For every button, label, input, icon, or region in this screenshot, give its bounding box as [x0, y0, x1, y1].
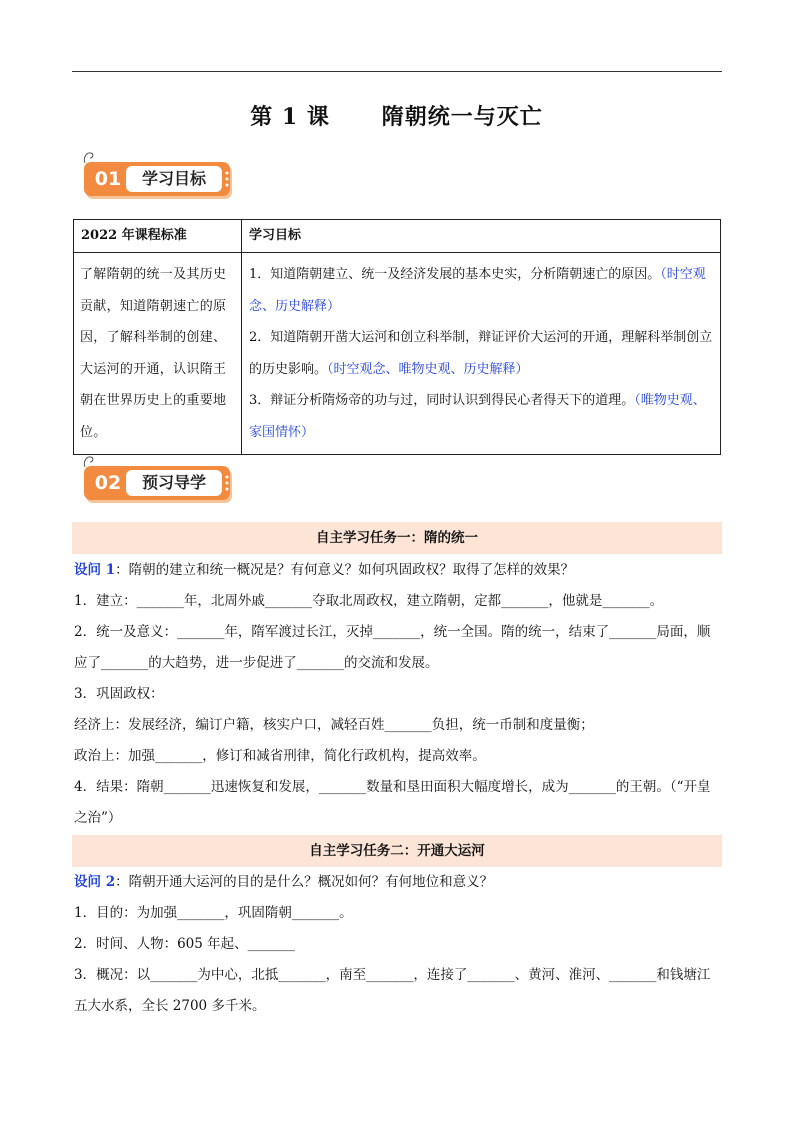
table-row — [74, 253, 721, 455]
goal-tag: （时空观念、历史解释） — [249, 267, 706, 314]
badge-label: 预习导学 — [126, 470, 222, 496]
question-text: ：隋朝的建立和统一概况是？有何意义？如何巩固政权？取得了怎样的效果？ — [115, 562, 575, 578]
goal-item — [249, 385, 713, 448]
task1-line: 经济上：发展经济，编订户籍，核实户口，减轻百姓_______负担，统一币制和度量衡； — [74, 717, 594, 733]
header-rule — [72, 71, 722, 72]
task1-line: 政治上：加强_______，修订和减省刑律，简化行政机构，提高效率。 — [74, 748, 486, 764]
task2-header: 自主学习任务二：开通大运河 — [72, 835, 722, 867]
question-2 — [74, 867, 722, 898]
goal-tag: （唯物史观、家国情怀） — [249, 393, 706, 440]
table-header-row — [74, 220, 721, 253]
goal-tag: （时空观念、唯物史观、历史解释） — [327, 361, 529, 377]
standard-cell: 了解隋朝的统一及其历史贡献，知道隋朝速亡的原因，了解科举制的创建、大运河的开通，认识隋王朝在世界历史上的重要地位。 — [74, 253, 242, 455]
goal-text: 3．辩证分析隋炀帝的功与过，同时认识到得民心者得天下的道理。 — [249, 393, 635, 408]
task1-line: 2．统一及意义：_______年，隋军渡过长江，灭掉_______，统一全国。隋的统一，结束了_______局面，顺应了_______的大趋势，进一步促进了_______的交流和发展。 — [74, 624, 711, 671]
task1-header: 自主学习任务一：隋的统一 — [72, 522, 722, 554]
goal-text: 1．知道隋朝建立、统一及经济发展的基本史实，分析隋朝速亡的原因。 — [249, 267, 661, 282]
question-label: 设问 1 — [74, 562, 116, 578]
dots-icon — [224, 474, 230, 492]
dots-icon — [224, 170, 230, 188]
section-badge-preview — [82, 454, 234, 502]
header-goals: 学习目标 — [242, 220, 721, 253]
page-title: 第 1 课 隋朝统一与灭亡 — [250, 104, 543, 130]
section-badge-goals — [82, 150, 234, 198]
task1-line: 4．结果：隋朝_______迅速恢复和发展，_______数量和垦田面积大幅度增长，成为_______的王朝。（“开皇之治”） — [74, 779, 711, 826]
question-1 — [74, 555, 722, 586]
goal-item — [249, 259, 713, 322]
header-standard: 2022 年课程标准 — [74, 220, 242, 253]
task2-line: 1．目的：为加强_______，巩固隋朝_______。 — [74, 905, 353, 921]
goal-text: 2．知道隋朝开凿大运河和创立科举制，辩证评价大运河的开通，理解科举制创立的历史影响。 — [249, 330, 713, 377]
task2-line: 2．时间、人物：605 年起、_______ — [74, 936, 295, 952]
goals-table — [73, 219, 721, 455]
goals-cell — [242, 253, 721, 455]
question-text: ：隋朝开通大运河的目的是什么？概况如何？有何地位和意义？ — [115, 874, 494, 890]
goal-item — [249, 322, 713, 385]
badge-number: 02 — [94, 472, 122, 494]
task1-line: 3．巩固政权： — [74, 686, 164, 702]
badge-label: 学习目标 — [126, 166, 222, 192]
badge-number: 01 — [94, 168, 122, 190]
task1-line: 1．建立：_______年，北周外戚_______夺取北周政权，建立隋朝，定都_______，他就是_______。 — [74, 593, 664, 609]
task2-line: 3．概况：以_______为中心，北抵_______，南至_______，连接了_______、黄河、淮河、_______和钱塘江五大水系，全长 2700 多千米。 — [74, 967, 711, 1014]
question-label: 设问 2 — [74, 874, 116, 890]
